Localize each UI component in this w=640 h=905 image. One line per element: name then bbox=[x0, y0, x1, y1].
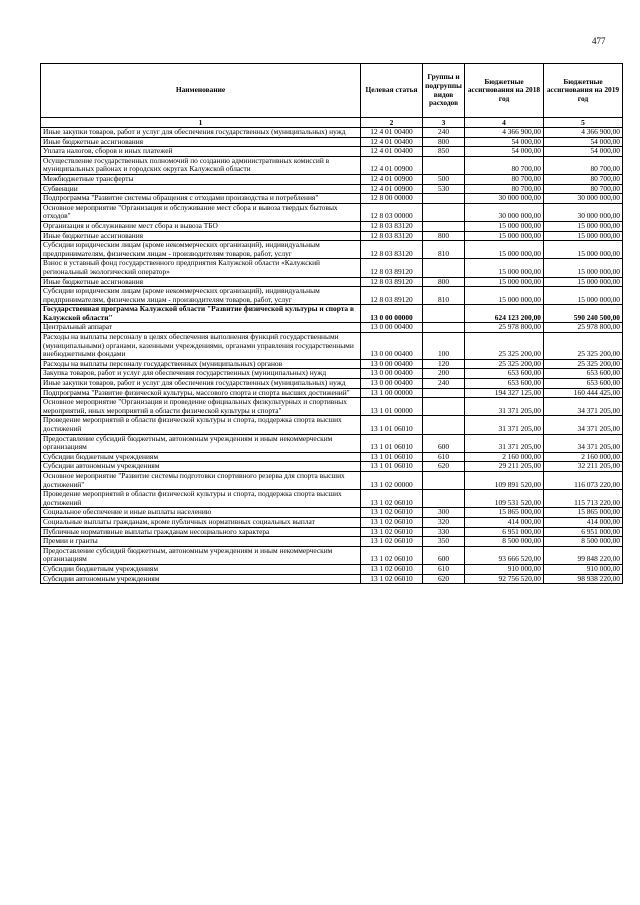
cell-target-code: 13 1 01 06010 bbox=[361, 434, 423, 452]
cell-name: Субвенции bbox=[41, 184, 361, 194]
cell-amount-2019: 2 160 000,00 bbox=[544, 452, 623, 462]
cell-amount-2018: 31 371 205,00 bbox=[465, 416, 544, 434]
cell-expense-group: 100 bbox=[423, 333, 465, 360]
cell-target-code: 12 8 03 89120 bbox=[361, 287, 423, 305]
cell-name: Закупка товаров, работ и услуг для обеспечения государственных (муниципальных) нужд bbox=[41, 369, 361, 379]
cell-amount-2019: 15 000 000,00 bbox=[544, 287, 623, 305]
table-row bbox=[41, 241, 623, 259]
cell-amount-2019: 54 000,00 bbox=[544, 147, 623, 157]
cell-amount-2019: 30 000 000,00 bbox=[544, 194, 623, 204]
table-row bbox=[41, 564, 623, 574]
table-row bbox=[41, 527, 623, 537]
cell-name: Организация и обслуживание мест сбора и вывоза ТБО bbox=[41, 221, 361, 231]
cell-target-code: 12 8 03 89120 bbox=[361, 277, 423, 287]
cell-name: Субсидии бюджетным учреждениям bbox=[41, 452, 361, 462]
cell-amount-2018: 109 531 520,00 bbox=[465, 490, 544, 508]
cell-name: Проведение мероприятий в области физической культуры и спорта, поддержка спорта высших достижений bbox=[41, 416, 361, 434]
cell-name: Межбюджетные трансферты bbox=[41, 174, 361, 184]
cell-target-code: 12 8 03 83120 bbox=[361, 231, 423, 241]
cell-expense-group: 120 bbox=[423, 359, 465, 369]
cell-name: Субсидии автономным учреждениям bbox=[41, 574, 361, 584]
cell-amount-2019: 25 325 200,00 bbox=[544, 333, 623, 360]
cell-name: Социальные выплаты гражданам, кроме публичных нормативных социальных выплат bbox=[41, 517, 361, 527]
cell-target-code: 13 0 00 00400 bbox=[361, 333, 423, 360]
table-row bbox=[41, 517, 623, 527]
table-row bbox=[41, 359, 623, 369]
table-row bbox=[41, 287, 623, 305]
cell-target-code: 13 1 01 06010 bbox=[361, 462, 423, 472]
cell-amount-2019: 115 713 220,00 bbox=[544, 490, 623, 508]
cell-amount-2018: 6 951 000,00 bbox=[465, 527, 544, 537]
cell-amount-2019: 15 000 000,00 bbox=[544, 241, 623, 259]
cell-amount-2018: 93 666 520,00 bbox=[465, 546, 544, 564]
cell-expense-group: 530 bbox=[423, 184, 465, 194]
cell-amount-2018: 80 700,00 bbox=[465, 174, 544, 184]
cell-target-code: 13 0 00 00400 bbox=[361, 359, 423, 369]
budget-table bbox=[40, 63, 623, 584]
table-row bbox=[41, 194, 623, 204]
cell-target-code: 13 1 02 06010 bbox=[361, 517, 423, 527]
cell-expense-group: 800 bbox=[423, 137, 465, 147]
cell-amount-2018: 194 327 125,00 bbox=[465, 388, 544, 398]
cell-expense-group: 800 bbox=[423, 231, 465, 241]
cell-expense-group bbox=[423, 305, 465, 323]
table-row bbox=[41, 137, 623, 147]
cell-target-code: 12 8 03 83120 bbox=[361, 221, 423, 231]
cell-name: Проведение мероприятий в области физической культуры и спорта, поддержка спорта высших достижений bbox=[41, 490, 361, 508]
table-row bbox=[41, 546, 623, 564]
cell-amount-2018: 15 865 000,00 bbox=[465, 508, 544, 518]
cell-expense-group bbox=[423, 490, 465, 508]
cell-amount-2018: 80 700,00 bbox=[465, 156, 544, 174]
cell-expense-group bbox=[423, 323, 465, 333]
cell-expense-group: 240 bbox=[423, 128, 465, 138]
table-row bbox=[41, 203, 623, 221]
cell-target-code: 13 1 00 00000 bbox=[361, 388, 423, 398]
cell-target-code: 12 8 03 89120 bbox=[361, 259, 423, 277]
table-row bbox=[41, 379, 623, 389]
cell-amount-2019: 590 240 500,00 bbox=[544, 305, 623, 323]
cell-expense-group: 620 bbox=[423, 462, 465, 472]
cell-name: Центральный аппарат bbox=[41, 323, 361, 333]
cell-name: Государственная программа Калужской области "Развитие физической культуры и спорта в Калужской области" bbox=[41, 305, 361, 323]
cell-amount-2019: 653 600,00 bbox=[544, 379, 623, 389]
cell-target-code: 12 4 01 00400 bbox=[361, 147, 423, 157]
cell-amount-2018: 54 000,00 bbox=[465, 137, 544, 147]
cell-amount-2019: 32 211 205,00 bbox=[544, 462, 623, 472]
cell-expense-group: 200 bbox=[423, 369, 465, 379]
cell-amount-2018: 80 700,00 bbox=[465, 184, 544, 194]
cell-target-code: 12 4 01 00400 bbox=[361, 128, 423, 138]
cell-amount-2019: 34 371 205,00 bbox=[544, 416, 623, 434]
cell-amount-2019: 25 325 200,00 bbox=[544, 359, 623, 369]
cell-amount-2018: 624 123 200,00 bbox=[465, 305, 544, 323]
cell-amount-2019: 414 000,00 bbox=[544, 517, 623, 527]
cell-expense-group: 320 bbox=[423, 517, 465, 527]
cell-target-code: 13 0 00 00400 bbox=[361, 369, 423, 379]
cell-target-code: 13 1 02 06010 bbox=[361, 527, 423, 537]
table-row bbox=[41, 471, 623, 489]
header-row bbox=[41, 64, 623, 118]
cell-expense-group bbox=[423, 398, 465, 416]
cell-target-code: 12 4 01 00900 bbox=[361, 156, 423, 174]
table-row bbox=[41, 323, 623, 333]
cell-name: Субсидии юридическим лицам (кроме некоммерческих организаций), индивидуальным предпринимателям, физическим лицам - производителям товаров, работ, услуг bbox=[41, 287, 361, 305]
cell-target-code: 13 1 02 06010 bbox=[361, 508, 423, 518]
cell-amount-2019: 653 600,00 bbox=[544, 369, 623, 379]
col-number: 2 bbox=[361, 118, 423, 128]
cell-name: Расходы на выплаты персоналу в целях обеспечения выполнения функций государственными (муниципальными) органами, казенными учреждениями, органами управления государственными внебюджетными фондами bbox=[41, 333, 361, 360]
cell-amount-2018: 109 891 520,00 bbox=[465, 471, 544, 489]
cell-name: Публичные нормативные выплаты гражданам несоциального характера bbox=[41, 527, 361, 537]
cell-target-code: 13 1 02 06010 bbox=[361, 574, 423, 584]
table-row bbox=[41, 305, 623, 323]
cell-expense-group: 610 bbox=[423, 452, 465, 462]
table-row bbox=[41, 537, 623, 547]
cell-expense-group: 600 bbox=[423, 434, 465, 452]
table-row bbox=[41, 184, 623, 194]
cell-amount-2019: 99 848 220,00 bbox=[544, 546, 623, 564]
cell-name: Основное мероприятие "Организация и обслуживание мест сбора и вывоза твердых бытовых отходов" bbox=[41, 203, 361, 221]
cell-amount-2018: 25 325 200,00 bbox=[465, 333, 544, 360]
cell-expense-group: 620 bbox=[423, 574, 465, 584]
col-header-name: Наименование bbox=[41, 64, 361, 118]
cell-target-code: 13 0 00 00400 bbox=[361, 323, 423, 333]
cell-amount-2019: 15 000 000,00 bbox=[544, 221, 623, 231]
table-row bbox=[41, 156, 623, 174]
cell-name: Подпрограмма "Развитие физической культуры, массового спорта и спорта высших достижений" bbox=[41, 388, 361, 398]
cell-amount-2018: 30 000 000,00 bbox=[465, 203, 544, 221]
cell-target-code: 13 1 01 06010 bbox=[361, 416, 423, 434]
table-row bbox=[41, 147, 623, 157]
col-number: 5 bbox=[544, 118, 623, 128]
cell-amount-2019: 15 000 000,00 bbox=[544, 259, 623, 277]
cell-target-code: 13 1 02 06010 bbox=[361, 564, 423, 574]
cell-name: Подпрограмма "Развитие системы обращения с отходами производства и потребления" bbox=[41, 194, 361, 204]
cell-expense-group bbox=[423, 221, 465, 231]
table-row bbox=[41, 490, 623, 508]
cell-name: Иные закупки товаров, работ и услуг для обеспечения государственных (муниципальных) нужд bbox=[41, 128, 361, 138]
page-number: 477 bbox=[592, 36, 606, 46]
cell-amount-2018: 54 000,00 bbox=[465, 147, 544, 157]
cell-target-code: 13 0 00 00000 bbox=[361, 305, 423, 323]
cell-amount-2019: 54 000,00 bbox=[544, 137, 623, 147]
cell-amount-2019: 116 073 220,00 bbox=[544, 471, 623, 489]
cell-expense-group: 350 bbox=[423, 537, 465, 547]
cell-name: Предоставление субсидий бюджетным, автономным учреждениям и иным некоммерческим организациям bbox=[41, 546, 361, 564]
cell-target-code: 12 4 01 00900 bbox=[361, 174, 423, 184]
cell-amount-2018: 92 756 520,00 bbox=[465, 574, 544, 584]
cell-amount-2018: 30 000 000,00 bbox=[465, 194, 544, 204]
cell-name: Субсидии бюджетным учреждениям bbox=[41, 564, 361, 574]
cell-amount-2019: 80 700,00 bbox=[544, 184, 623, 194]
col-number: 1 bbox=[41, 118, 361, 128]
cell-name: Субсидии автономным учреждениям bbox=[41, 462, 361, 472]
cell-target-code: 13 1 02 06010 bbox=[361, 537, 423, 547]
table-row bbox=[41, 574, 623, 584]
cell-amount-2019: 80 700,00 bbox=[544, 156, 623, 174]
cell-expense-group: 810 bbox=[423, 287, 465, 305]
table-row bbox=[41, 277, 623, 287]
cell-amount-2018: 414 000,00 bbox=[465, 517, 544, 527]
cell-expense-group: 300 bbox=[423, 508, 465, 518]
cell-name: Основное мероприятие "Развитие системы подготовки спортивного резерва для спорта высших достижений" bbox=[41, 471, 361, 489]
cell-amount-2018: 15 000 000,00 bbox=[465, 259, 544, 277]
cell-amount-2019: 6 951 000,00 bbox=[544, 527, 623, 537]
table-row bbox=[41, 231, 623, 241]
cell-amount-2019: 910 000,00 bbox=[544, 564, 623, 574]
cell-amount-2019: 30 000 000,00 bbox=[544, 203, 623, 221]
cell-target-code: 13 1 02 00000 bbox=[361, 471, 423, 489]
cell-amount-2018: 4 366 900,00 bbox=[465, 128, 544, 138]
table-row bbox=[41, 388, 623, 398]
table-row bbox=[41, 369, 623, 379]
table-body bbox=[41, 128, 623, 584]
cell-expense-group: 330 bbox=[423, 527, 465, 537]
cell-name: Осуществление государственных полномочий по созданию административных комиссий в муниципальных районах и городских округах Калужской области bbox=[41, 156, 361, 174]
cell-expense-group bbox=[423, 388, 465, 398]
cell-expense-group bbox=[423, 259, 465, 277]
cell-amount-2018: 29 211 205,00 bbox=[465, 462, 544, 472]
cell-amount-2018: 15 000 000,00 bbox=[465, 277, 544, 287]
cell-amount-2019: 8 500 000,00 bbox=[544, 537, 623, 547]
cell-amount-2019: 80 700,00 bbox=[544, 174, 623, 184]
table-row bbox=[41, 508, 623, 518]
cell-amount-2019: 98 938 220,00 bbox=[544, 574, 623, 584]
cell-expense-group: 500 bbox=[423, 174, 465, 184]
cell-name: Уплата налогов, сборов и иных платежей bbox=[41, 147, 361, 157]
cell-amount-2018: 15 000 000,00 bbox=[465, 287, 544, 305]
table-row bbox=[41, 333, 623, 360]
table-row bbox=[41, 416, 623, 434]
col-header-group: Группы и подгруппы видов расходов bbox=[423, 64, 465, 118]
cell-target-code: 13 1 01 06010 bbox=[361, 452, 423, 462]
cell-target-code: 12 8 00 00000 bbox=[361, 194, 423, 204]
cell-amount-2018: 31 371 205,00 bbox=[465, 434, 544, 452]
cell-expense-group bbox=[423, 203, 465, 221]
cell-amount-2018: 15 000 000,00 bbox=[465, 241, 544, 259]
col-number: 4 bbox=[465, 118, 544, 128]
table-row bbox=[41, 462, 623, 472]
cell-amount-2019: 15 000 000,00 bbox=[544, 277, 623, 287]
cell-expense-group: 610 bbox=[423, 564, 465, 574]
cell-target-code: 13 0 00 00400 bbox=[361, 379, 423, 389]
cell-target-code: 12 4 01 00400 bbox=[361, 137, 423, 147]
cell-expense-group: 240 bbox=[423, 379, 465, 389]
cell-name: Иные бюджетные ассигнования bbox=[41, 231, 361, 241]
cell-amount-2018: 31 371 205,00 bbox=[465, 398, 544, 416]
table-row bbox=[41, 259, 623, 277]
table-row bbox=[41, 221, 623, 231]
cell-target-code: 13 1 01 00000 bbox=[361, 398, 423, 416]
cell-expense-group bbox=[423, 416, 465, 434]
cell-target-code: 13 1 02 06010 bbox=[361, 546, 423, 564]
cell-target-code: 13 1 02 06010 bbox=[361, 490, 423, 508]
table-row bbox=[41, 174, 623, 184]
cell-amount-2018: 2 160 000,00 bbox=[465, 452, 544, 462]
cell-amount-2018: 653 600,00 bbox=[465, 369, 544, 379]
cell-name: Премии и гранты bbox=[41, 537, 361, 547]
cell-amount-2019: 34 371 205,00 bbox=[544, 434, 623, 452]
cell-target-code: 12 8 03 83120 bbox=[361, 241, 423, 259]
col-header-2019: Бюджетные ассигнования на 2019 год bbox=[544, 64, 623, 118]
cell-expense-group bbox=[423, 156, 465, 174]
table-row bbox=[41, 398, 623, 416]
cell-target-code: 12 8 03 00000 bbox=[361, 203, 423, 221]
cell-amount-2018: 8 500 000,00 bbox=[465, 537, 544, 547]
cell-amount-2019: 25 978 800,00 bbox=[544, 323, 623, 333]
col-header-2018: Бюджетные ассигнования на 2018 год bbox=[465, 64, 544, 118]
cell-amount-2019: 15 865 000,00 bbox=[544, 508, 623, 518]
cell-amount-2018: 910 000,00 bbox=[465, 564, 544, 574]
col-header-code: Целевая статья bbox=[361, 64, 423, 118]
cell-name: Основное мероприятие "Организация и проведение официальных физкультурных и спортивных мероприятий, иных мероприятий в области физической культуры и спорта" bbox=[41, 398, 361, 416]
table-row bbox=[41, 452, 623, 462]
cell-amount-2018: 25 325 200,00 bbox=[465, 359, 544, 369]
cell-name: Иные закупки товаров, работ и услуг для обеспечения государственных (муниципальных) нужд bbox=[41, 379, 361, 389]
cell-expense-group: 800 bbox=[423, 277, 465, 287]
table-row bbox=[41, 434, 623, 452]
cell-expense-group: 600 bbox=[423, 546, 465, 564]
cell-amount-2019: 15 000 000,00 bbox=[544, 231, 623, 241]
cell-amount-2019: 4 366 900,00 bbox=[544, 128, 623, 138]
cell-name: Социальное обеспечение и иные выплаты населению bbox=[41, 508, 361, 518]
cell-name: Иные бюджетные ассигнования bbox=[41, 277, 361, 287]
cell-expense-group bbox=[423, 194, 465, 204]
cell-amount-2018: 15 000 000,00 bbox=[465, 231, 544, 241]
cell-amount-2019: 160 444 425,00 bbox=[544, 388, 623, 398]
cell-amount-2018: 653 600,00 bbox=[465, 379, 544, 389]
col-number: 3 bbox=[423, 118, 465, 128]
cell-expense-group: 850 bbox=[423, 147, 465, 157]
table-row bbox=[41, 128, 623, 138]
cell-amount-2018: 25 978 800,00 bbox=[465, 323, 544, 333]
cell-name: Субсидии юридическим лицам (кроме некоммерческих организаций), индивидуальным предпринимателям, физическим лицам - производителям товаров, работ, услуг bbox=[41, 241, 361, 259]
header-number-row bbox=[41, 118, 623, 128]
cell-name: Предоставление субсидий бюджетным, автономным учреждениям и иным некоммерческим организациям bbox=[41, 434, 361, 452]
cell-name: Взнос в уставный фонд государственного предприятия Калужской области «Калужский региональный экологический оператор» bbox=[41, 259, 361, 277]
cell-name: Расходы на выплаты персоналу государственных (муниципальных) органов bbox=[41, 359, 361, 369]
cell-expense-group bbox=[423, 471, 465, 489]
cell-amount-2018: 15 000 000,00 bbox=[465, 221, 544, 231]
cell-name: Иные бюджетные ассигнования bbox=[41, 137, 361, 147]
cell-amount-2019: 34 371 205,00 bbox=[544, 398, 623, 416]
cell-expense-group: 810 bbox=[423, 241, 465, 259]
cell-target-code: 12 4 01 00900 bbox=[361, 184, 423, 194]
